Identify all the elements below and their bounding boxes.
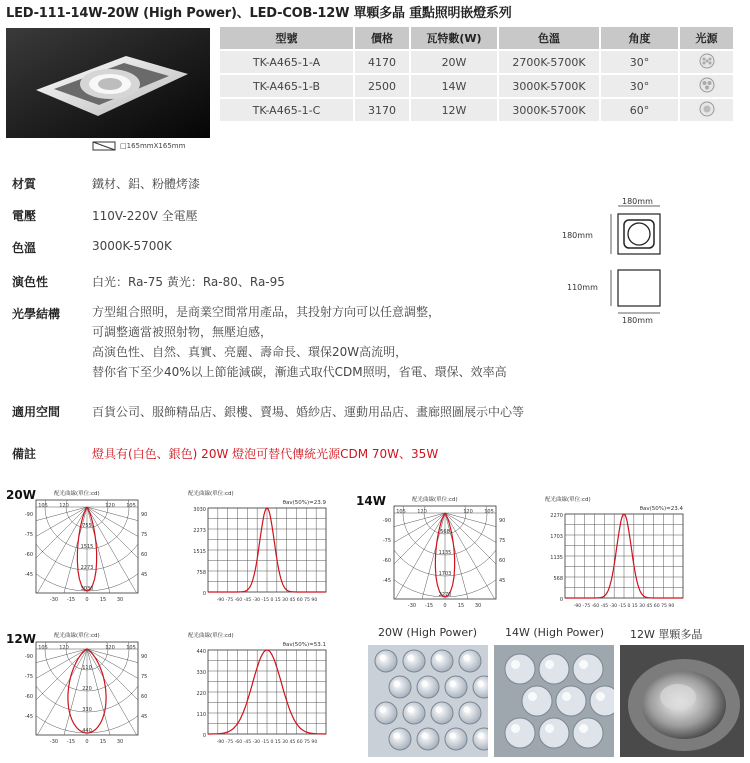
angle-label: -75: [382, 538, 391, 544]
half-angle-label: θav(50%)=53.1: [282, 642, 326, 648]
led-lens: [556, 686, 586, 716]
ring-value: 755: [82, 523, 92, 529]
angle-label: 75: [141, 532, 148, 538]
space-value: 百貨公司、服飾精品店、銀樓、賣場、婚紗店、運動用品店、畫廊照圖展示中心等: [92, 405, 525, 419]
ring-value: 568: [440, 529, 450, 535]
y-tick-label: 0: [559, 597, 563, 603]
y-tick-label: 220: [196, 691, 206, 697]
led-lens: [403, 702, 425, 724]
angle-label: -60: [382, 558, 391, 564]
led-lens: [431, 650, 453, 672]
multi-led-icon: [698, 53, 716, 69]
angle-label: 60: [141, 552, 148, 558]
led-lens: [375, 650, 397, 672]
lens-highlight: [463, 654, 470, 661]
multi-led-icon: [698, 77, 716, 93]
led-lens: [445, 676, 467, 698]
ring-value: 440: [82, 728, 92, 734]
photo-caption-20w: 20W (High Power): [378, 626, 477, 639]
angle-label: 90: [141, 654, 148, 660]
linear-title: 配光曲線(單位:cd): [545, 497, 591, 503]
led-lens: [573, 654, 603, 684]
led-lens: [445, 728, 467, 750]
angle-label: -90: [24, 512, 33, 518]
table-row: [220, 75, 733, 97]
lens-highlight: [511, 724, 520, 733]
material-value: 鐵材、鋁、粉體烤漆: [92, 177, 201, 191]
angle-label: 120: [59, 503, 69, 509]
column-header: 價格: [355, 27, 409, 49]
y-tick-label: 2273: [193, 528, 206, 534]
dim-top-height: 180mm: [562, 231, 593, 240]
y-tick-label: 1703: [550, 534, 563, 540]
light-source-cell: [680, 51, 733, 73]
color-temp-cell: 2700K-5700K: [499, 51, 599, 73]
chart-label-14w: 14W: [356, 494, 386, 508]
cri-value: 白光：Ra-75 黃光：Ra-80、Ra-95: [92, 275, 285, 289]
angle-label: 120: [417, 509, 427, 515]
model-cell: TK-A465-1-C: [220, 99, 353, 121]
watt-cell: 12W: [411, 99, 497, 121]
angle-label: -30: [49, 597, 59, 603]
polar-title: 配光曲線(單位:cd): [54, 633, 100, 639]
watt-cell: 20W: [411, 51, 497, 73]
half-angle-label: θav(50%)=23.9: [282, 500, 326, 506]
angle-label: 105: [38, 645, 48, 651]
angle-label: 120: [105, 645, 115, 651]
angle-label: -75: [24, 532, 33, 538]
model-cell: TK-A465-1-A: [220, 51, 353, 73]
lens-highlight: [407, 654, 414, 661]
angle-label: 90: [499, 518, 506, 524]
led-lens: [505, 654, 535, 684]
light-source-cell: [680, 99, 733, 121]
led-photo-12w: [620, 645, 744, 757]
linear-chart: [186, 488, 336, 606]
optics-line: 可調整適當被照射物，無壓迫感，: [92, 325, 273, 339]
column-header: 光源: [680, 27, 733, 49]
led-lens: [417, 728, 439, 750]
voltage-value: 110V-220V 全電壓: [92, 209, 198, 223]
note-value: 燈具有(白色、銀色) 20W 燈泡可替代傳統光源CDM 70W、35W: [92, 447, 439, 461]
y-tick-label: 3030: [193, 507, 206, 513]
lens-highlight: [562, 692, 571, 701]
chart-label-12w: 12W: [6, 632, 36, 646]
y-tick-label: 568: [553, 576, 563, 582]
angle-label: 60: [499, 558, 506, 564]
angle-label: -15: [66, 739, 76, 745]
spec-table: [218, 25, 735, 123]
angle-label: 30: [474, 603, 482, 609]
led-lens: [539, 654, 569, 684]
y-tick-label: 110: [196, 712, 206, 718]
ring-value: 110: [82, 665, 92, 671]
ring-value: 2270: [438, 592, 452, 598]
column-header: 角度: [601, 27, 678, 49]
half-angle-label: θav(50%)=23.4: [639, 506, 683, 512]
angle-label: 30: [116, 739, 124, 745]
angle-label: 90: [141, 512, 148, 518]
cri-label: 演色性: [12, 275, 49, 289]
column-header: 色溫: [499, 27, 599, 49]
lens-highlight: [545, 660, 554, 669]
angle-label: -90: [24, 654, 33, 660]
color-temp-cell: 3000K-5700K: [499, 99, 599, 121]
color-temp-cell: 3000K-5700K: [499, 75, 599, 97]
lens-highlight: [579, 724, 588, 733]
angle-label: 0: [85, 739, 89, 745]
polar-title: 配光曲線(單位:cd): [412, 497, 458, 503]
lens-highlight: [596, 692, 605, 701]
y-tick-label: 330: [196, 670, 206, 676]
led-lens: [590, 686, 614, 716]
led-lens: [417, 676, 439, 698]
lens-highlight: [393, 732, 400, 739]
angle-label: -30: [407, 603, 417, 609]
ring-value: 1135: [438, 550, 452, 556]
y-tick-label: 440: [196, 649, 206, 655]
polar-chart: [372, 494, 522, 612]
chart-label-20w: 20W: [6, 488, 36, 502]
price-cell: 4170: [355, 51, 409, 73]
lens-highlight: [421, 680, 428, 687]
angle-cell: 60°: [601, 99, 678, 121]
angle-label: 75: [499, 538, 506, 544]
column-header: 型號: [220, 27, 353, 49]
ring-value: 1515: [80, 544, 94, 550]
angle-label: 105: [38, 503, 48, 509]
angle-label: 0: [85, 597, 89, 603]
photo-caption-12w: 12W 單顆多晶: [630, 628, 703, 641]
led-lens: [389, 676, 411, 698]
cob-led-icon: [698, 101, 716, 117]
angle-label: 15: [99, 739, 107, 745]
voltage-label: 電壓: [12, 209, 37, 223]
photo-caption-14w: 14W (High Power): [505, 626, 604, 639]
angle-label: 120: [59, 645, 69, 651]
linear-title: 配光曲線(單位:cd): [188, 491, 234, 497]
angle-cell: 30°: [601, 51, 678, 73]
table-row: [220, 51, 733, 73]
model-cell: TK-A465-1-B: [220, 75, 353, 97]
angle-label: -60: [24, 694, 33, 700]
angle-label: 105: [126, 503, 136, 509]
angle-label: 120: [105, 503, 115, 509]
dimension-label: □165mmX165mm: [120, 142, 186, 150]
ring-value: 2273: [80, 565, 94, 571]
y-tick-label: 1135: [550, 555, 563, 561]
led-lens: [459, 702, 481, 724]
watt-cell: 14W: [411, 75, 497, 97]
lens-highlight: [435, 654, 442, 661]
dimension-note: [92, 140, 185, 152]
angle-label: 45: [499, 578, 506, 584]
material-label: 材質: [12, 177, 37, 191]
lens-highlight: [379, 706, 386, 713]
column-header: 瓦特數(W): [411, 27, 497, 49]
lens-highlight: [511, 660, 520, 669]
price-cell: 2500: [355, 75, 409, 97]
angle-label: 30: [116, 597, 124, 603]
y-tick-label: 758: [196, 570, 206, 576]
led-lens: [389, 728, 411, 750]
led-lens: [539, 718, 569, 748]
angle-label: -45: [24, 572, 33, 578]
space-label: 適用空間: [12, 405, 61, 419]
led-lens: [375, 702, 397, 724]
led-lens: [573, 718, 603, 748]
y-tick-label: 0: [202, 591, 206, 597]
led-lens: [505, 718, 535, 748]
lens-highlight: [393, 680, 400, 687]
polar-title: 配光曲線(單位:cd): [54, 491, 100, 497]
angle-label: -45: [24, 714, 33, 720]
angle-label: -45: [382, 578, 391, 584]
angle-label: 15: [457, 603, 465, 609]
angle-label: 105: [396, 509, 406, 515]
angle-cell: 30°: [601, 75, 678, 97]
optics-line: 方型組合照明，是商業空間常用產品，其投射方向可以任意調整，: [92, 305, 441, 319]
color-temp-label: 色溫: [12, 241, 37, 255]
led-lens: [459, 650, 481, 672]
note-label: 備註: [12, 447, 37, 461]
angle-label: 60: [141, 694, 148, 700]
dimension-drawing: [560, 196, 680, 330]
y-tick-label: 1515: [193, 549, 206, 555]
y-tick-label: 2270: [550, 513, 563, 519]
angle-label: 15: [99, 597, 107, 603]
light-source-cell: [680, 75, 733, 97]
dim-side-height: 110mm: [567, 283, 598, 292]
price-cell: 3170: [355, 99, 409, 121]
angle-label: 75: [141, 674, 148, 680]
lens-highlight: [463, 706, 470, 713]
linear-chart: [543, 494, 693, 612]
angle-label: -75: [24, 674, 33, 680]
ring-value: 3030: [80, 586, 94, 592]
lens-highlight: [449, 732, 456, 739]
led-lens: [403, 650, 425, 672]
lens-highlight: [477, 680, 484, 687]
lens-highlight: [545, 724, 554, 733]
angle-label: 105: [484, 509, 494, 515]
lens-highlight: [407, 706, 414, 713]
optics-line: 高演色性、自然、真實、亮麗、壽命長、環保20W高流明，: [92, 345, 408, 359]
lens-highlight: [579, 660, 588, 669]
angle-label: -90: [382, 518, 391, 524]
lens-highlight: [421, 732, 428, 739]
angle-label: 105: [126, 645, 136, 651]
angle-label: -15: [66, 597, 76, 603]
product-photo: [6, 28, 210, 138]
table-header: [220, 27, 733, 49]
led-photo-14w: [494, 645, 614, 757]
polar-chart: [14, 630, 164, 748]
angle-label: 45: [141, 714, 148, 720]
lens-highlight: [379, 654, 386, 661]
optics-text: [92, 302, 507, 382]
led-lens: [431, 702, 453, 724]
x-tick-labels: -90 -75 -60 -45 -30 -15 0 15 30 45 60 75 90: [216, 740, 318, 745]
table-row: [220, 99, 733, 121]
cutout-icon: [92, 140, 118, 152]
y-tick-label: 0: [202, 733, 206, 739]
lens-highlight: [449, 680, 456, 687]
dim-side-width: 180mm: [622, 316, 653, 325]
x-tick-labels: -90 -75 -60 -45 -30 -15 0 15 30 45 60 75 90: [216, 598, 318, 603]
lens-highlight: [435, 706, 442, 713]
angle-label: 0: [443, 603, 447, 609]
polar-chart: [14, 488, 164, 606]
x-tick-labels: -90 -75 -60 -45 -30 -15 0 15 30 45 60 75 90: [573, 604, 675, 609]
linear-chart: [186, 630, 336, 748]
linear-title: 配光曲線(單位:cd): [188, 633, 234, 639]
angle-label: -60: [24, 552, 33, 558]
angle-label: 45: [141, 572, 148, 578]
dim-top-width: 180mm: [622, 197, 653, 206]
ring-value: 1703: [438, 571, 452, 577]
led-lens: [522, 686, 552, 716]
lens-highlight: [477, 732, 484, 739]
optics-line: 替你省下至少40%以上節能減碳，漸進式取代CDM照明，省電、環保、效率高: [92, 365, 507, 379]
angle-label: 120: [463, 509, 473, 515]
color-temp-value: 3000K-5700K: [92, 239, 172, 253]
angle-label: -30: [49, 739, 59, 745]
page-title: LED-111-14W-20W (High Power)、LED-COB-12W 單顆多晶 重點照明嵌燈系列: [6, 6, 512, 21]
led-photo-20w: [368, 645, 488, 757]
lens-highlight: [528, 692, 537, 701]
optics-label: 光學結構: [12, 307, 61, 321]
ring-value: 220: [82, 686, 92, 692]
angle-label: -15: [424, 603, 434, 609]
ring-value: 330: [82, 707, 92, 713]
